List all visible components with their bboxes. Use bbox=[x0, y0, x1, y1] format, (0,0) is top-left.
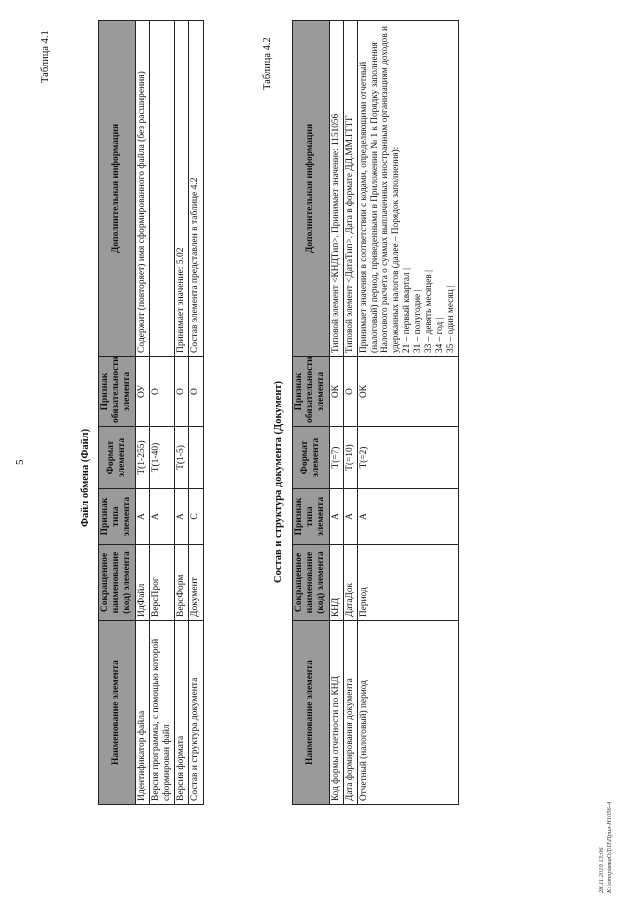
table2-header-cell: Сокращенное наименование (код) элемента bbox=[293, 545, 330, 621]
table-cell: А bbox=[175, 489, 189, 545]
table-cell: О bbox=[149, 357, 174, 427]
table-cell: КНД bbox=[329, 545, 343, 621]
table1 bbox=[98, 20, 204, 805]
table-cell: А bbox=[343, 489, 357, 545]
table-cell: Документ bbox=[189, 545, 203, 621]
table-cell: T(1-5) bbox=[175, 427, 189, 489]
table-cell: Код формы отчетности по КНД bbox=[329, 621, 343, 805]
table-row bbox=[189, 21, 203, 805]
table-row bbox=[135, 21, 149, 805]
table1-header-cell: Формат элемента bbox=[99, 427, 136, 489]
table-cell: С bbox=[189, 489, 203, 545]
table-cell bbox=[189, 427, 203, 489]
table-cell: ОК bbox=[357, 357, 459, 427]
table-cell: T(=10) bbox=[343, 427, 357, 489]
table1-header-cell: Дополнительная информация bbox=[99, 21, 136, 357]
table-cell: Отчетный (налоговый) период bbox=[357, 621, 459, 805]
table-cell: О bbox=[343, 357, 357, 427]
table-cell: Версия программы, с помощью которой сформирован файл bbox=[149, 621, 174, 805]
table-row bbox=[149, 21, 174, 805]
page-number: 5 bbox=[14, 459, 26, 465]
table-cell: ВерсПрог bbox=[149, 545, 174, 621]
table2-header-cell: Признак типа элемента bbox=[293, 489, 330, 545]
table-cell: Версия формата bbox=[175, 621, 189, 805]
table-cell: О bbox=[175, 357, 189, 427]
table2-header-row bbox=[293, 21, 330, 805]
table-cell: А bbox=[149, 489, 174, 545]
table1-header-cell: Признак типа элемента bbox=[99, 489, 136, 545]
table-row bbox=[357, 21, 459, 805]
table-cell: А bbox=[329, 489, 343, 545]
table-cell: Содержит (повторяет) имя сформированного файла (без расширения) bbox=[135, 21, 149, 357]
table-cell: О bbox=[189, 357, 203, 427]
footer-timestamp: 28.11.2019 13:06 bbox=[598, 847, 605, 893]
footer-path: К:\отправкаОД\П\Прил-Н1056-4 bbox=[605, 801, 613, 893]
table-row bbox=[175, 21, 189, 805]
table-cell: ИдФайл bbox=[135, 545, 149, 621]
table2-caption: Таблица 4.2 bbox=[262, 37, 273, 90]
table2-header-cell: Признак обязательности элемента bbox=[293, 357, 330, 427]
table-row bbox=[329, 21, 343, 805]
table-cell: Типовой элемент <ДатаТип>. Дата в формате ДД.ММ.ГГГГ bbox=[343, 21, 357, 357]
table-cell: Типовой элемент <КНДТип>. Принимает значение: 1151056 bbox=[329, 21, 343, 357]
table-row bbox=[343, 21, 357, 805]
table1-caption: Таблица 4.1 bbox=[40, 30, 51, 83]
table1-header-row bbox=[99, 21, 136, 805]
table-cell: ОК bbox=[329, 357, 343, 427]
file-footer bbox=[598, 802, 614, 893]
table2-title: Состав и структура документа (Документ) bbox=[273, 380, 284, 583]
table1-header-cell: Наименование элемента bbox=[99, 621, 136, 805]
table-cell: Принимает значения в соответствии с кодами, определяющими отчетный (налоговый) период, приведенными в Приложении № 1 к Порядку заполнения Налогового расчета о суммах выплаченных иностранным организациям доходов и удержанных налогов (далее – Порядок заполнения): 21 – первый квартал | 31 – полугодие | 33 – девять месяцев | 34 – год | 35 – один месяц | bbox=[357, 21, 459, 357]
table-cell: Дата формирования документа bbox=[343, 621, 357, 805]
table-cell: Состав элемента представлен в таблице 4.2 bbox=[189, 21, 203, 357]
table2 bbox=[292, 20, 459, 805]
table-cell bbox=[149, 21, 174, 357]
table-cell: А bbox=[357, 489, 459, 545]
table-cell: T(=2) bbox=[357, 427, 459, 489]
table-cell: Состав и структура документа bbox=[189, 621, 203, 805]
table-cell: Идентификатор файла bbox=[135, 621, 149, 805]
table-cell: T(1-255) bbox=[135, 427, 149, 489]
table2-header-cell: Формат элемента bbox=[293, 427, 330, 489]
table1-header-cell: Признак обязательности элемента bbox=[99, 357, 136, 427]
table1-title: Файл обмена (Файл) bbox=[80, 428, 91, 527]
table-cell: А bbox=[135, 489, 149, 545]
table-cell: ВерсФорм bbox=[175, 545, 189, 621]
table-cell: ДатаДок bbox=[343, 545, 357, 621]
table2-header-cell: Наименование элемента bbox=[293, 621, 330, 805]
table1-header-cell: Сокращенное наименование (код) элемента bbox=[99, 545, 136, 621]
table2-header-cell: Дополнительная информация bbox=[293, 21, 330, 357]
table-cell: T(=7) bbox=[329, 427, 343, 489]
table-cell: Принимает значение: 5.02 bbox=[175, 21, 189, 357]
table-cell: Период bbox=[357, 545, 459, 621]
table-cell: T(1-40) bbox=[149, 427, 174, 489]
table-cell: ОУ bbox=[135, 357, 149, 427]
